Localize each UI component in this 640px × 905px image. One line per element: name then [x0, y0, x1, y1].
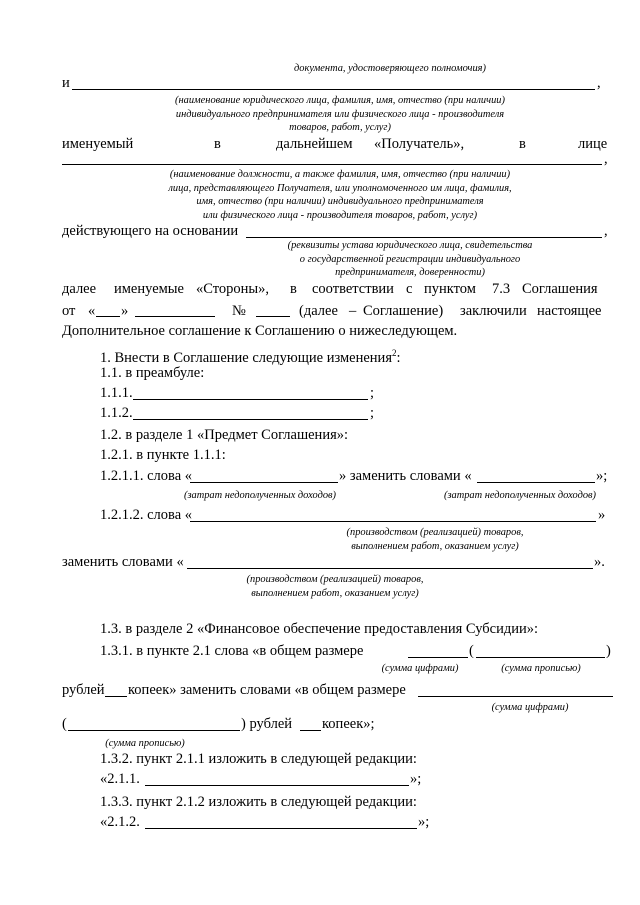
text-kopecks-new: копеек»;	[322, 716, 375, 732]
text-dalee-4: в	[290, 281, 297, 297]
label-and: и	[62, 75, 70, 91]
quote-close: »	[598, 507, 606, 523]
field-agreement-day[interactable]	[96, 316, 120, 317]
caption-authority-document: документа, удостоверяющего полномочия)	[294, 63, 486, 74]
comma: ,	[597, 75, 601, 91]
field-representative[interactable]	[62, 164, 602, 165]
comma: ,	[604, 151, 608, 167]
item-1-1-1: 1.1.1.	[100, 385, 133, 401]
text-imen-5: в	[519, 136, 526, 152]
caption-production-new: (производством (реализацией) товаров, выполнением работ, оказанием услуг)	[246, 574, 424, 599]
item-1-3-3: 1.3.3. пункт 2.1.2 изложить в следующей редакции:	[100, 794, 417, 810]
item-1: 1. Внести в Соглашение следующие изменения$^2$:	[100, 348, 401, 366]
quote-2-1-1: «2.1.1.	[100, 771, 140, 787]
text-ot-8: заключили	[460, 303, 527, 319]
text-replace-with: » заменить словами «	[339, 468, 472, 484]
field-agreement-number[interactable]	[256, 316, 290, 317]
text-ot: от	[62, 303, 76, 319]
field-amount-words-old[interactable]	[476, 657, 605, 658]
text-kopecks-replace: копеек» заменить словами «в общем размере	[128, 682, 406, 698]
paren-open: (	[62, 716, 67, 732]
item-1-3-1: 1.3.1. в пункте 2.1 слова «в общем размере	[100, 643, 364, 659]
item-1-3: 1.3. в разделе 2 «Финансовое обеспечение предоставления Субсидии»:	[100, 621, 539, 637]
field-rubles-old[interactable]	[105, 696, 127, 697]
quote-close-semi: »;	[410, 771, 422, 787]
field-basis[interactable]	[246, 237, 602, 238]
semicolon: ;	[370, 385, 375, 401]
text-dalee-2: именуемые	[114, 281, 184, 297]
caption-representative: (наименование должности, а также фамилия, имя, отчество (при наличии) лица, представляющего Получателя, или уполномоченного им лица, фамилия, имя, отчество (при наличии) индивидуального предпринимателя или физического лица - производителя товаров, работ, услуг)	[168, 169, 512, 221]
field-2-1-2[interactable]	[145, 828, 417, 829]
text-ot-9: настоящее	[537, 303, 602, 319]
field-recipient-name[interactable]	[72, 89, 595, 90]
paren-close: )	[606, 643, 611, 659]
text-dalee-5: соответствии	[312, 281, 394, 297]
field-amount-digits-old[interactable]	[408, 657, 468, 658]
text-dalee-6: с	[406, 281, 413, 297]
quote-close: »	[121, 303, 129, 319]
quote-2-1-2: «2.1.2.	[100, 814, 140, 830]
field-1-1-1[interactable]	[133, 399, 368, 400]
text-acting-basis: действующего на основании	[62, 223, 239, 239]
text-ot-6: –	[349, 303, 357, 319]
item-1-1: 1.1. в преамбуле:	[100, 365, 205, 381]
text-rubles: рублей	[62, 682, 105, 698]
semicolon: ;	[370, 405, 375, 421]
field-1-1-2[interactable]	[133, 419, 368, 420]
caption-costs-old: (затрат недополученных доходов)	[183, 490, 336, 501]
quote-close-semi: »;	[418, 814, 430, 830]
text-ot-5: (далее	[299, 303, 338, 319]
text-imen-1: именуемый	[62, 136, 134, 152]
quote-open: «	[88, 303, 96, 319]
caption-amount-words-new: (сумма прописью)	[105, 738, 185, 749]
field-agreement-month-year[interactable]	[135, 316, 215, 317]
item-1-2: 1.2. в разделе 1 «Предмет Соглашения»:	[100, 427, 349, 443]
text-replace-with-words: заменить словами «	[62, 554, 184, 570]
caption-costs-new: (затрат недополученных доходов)	[443, 490, 596, 501]
text-imen-4: «Получатель»,	[374, 136, 465, 152]
quote-close-semi: »;	[596, 468, 608, 484]
field-words-production-new[interactable]	[187, 568, 593, 569]
text-supplementary-agreement: Дополнительное соглашение к Соглашению о нижеследующем.	[62, 323, 458, 339]
text-dalee-7: пунктом	[424, 281, 476, 297]
text-ot-7: Соглашение)	[363, 303, 444, 319]
item-1-2-1: 1.2.1. в пункте 1.1.1:	[100, 447, 226, 463]
item-1-1-2: 1.1.2.	[100, 405, 133, 421]
field-words-old[interactable]	[190, 482, 338, 483]
item-1-3-2: 1.3.2. пункт 2.1.1 изложить в следующей редакции:	[100, 751, 417, 767]
quote-close-period: ».	[594, 554, 605, 570]
text-dalee-1: далее	[62, 281, 97, 297]
item-1-2-1-2: 1.2.1.2. слова «	[100, 507, 193, 523]
text-imen-2: в	[214, 136, 221, 152]
caption-production-old: (производством (реализацией) товаров, выполнением работ, оказанием услуг)	[346, 527, 524, 552]
text-rubles-new: ) рублей	[241, 716, 293, 732]
field-words-new[interactable]	[477, 482, 595, 483]
text-dalee-9: Соглашения	[522, 281, 598, 297]
field-rubles-new[interactable]	[300, 730, 321, 731]
paren-open: (	[469, 643, 474, 659]
text-dalee-8: 7.3	[492, 281, 511, 297]
comma: ,	[604, 223, 608, 239]
field-words-production-old[interactable]	[190, 521, 596, 522]
caption-basis: (реквизиты устава юридического лица, свидетельства о государственной регистрации индивидуального предпринимателя, доверенности)	[287, 240, 533, 278]
field-amount-digits-new[interactable]	[418, 696, 613, 697]
text-imen-6: лице	[578, 136, 608, 152]
caption-recipient-name: (наименование юридического лица, фамилия, имя, отчество (при наличии) индивидуального предпринимателя или физического лица - производителя товаров, работ, услуг)	[175, 95, 505, 133]
text-dalee-3: «Стороны»,	[196, 281, 270, 297]
text-imen-3: дальнейшем	[276, 136, 353, 152]
number-sign: №	[232, 303, 246, 319]
caption-amount-digits: (сумма цифрами)	[381, 663, 459, 674]
field-2-1-1[interactable]	[145, 785, 409, 786]
item-1-2-1-1: 1.2.1.1. слова «	[100, 468, 193, 484]
caption-amount-words: (сумма прописью)	[501, 663, 581, 674]
caption-amount-digits-new: (сумма цифрами)	[491, 702, 569, 713]
field-amount-words-new[interactable]	[68, 730, 240, 731]
